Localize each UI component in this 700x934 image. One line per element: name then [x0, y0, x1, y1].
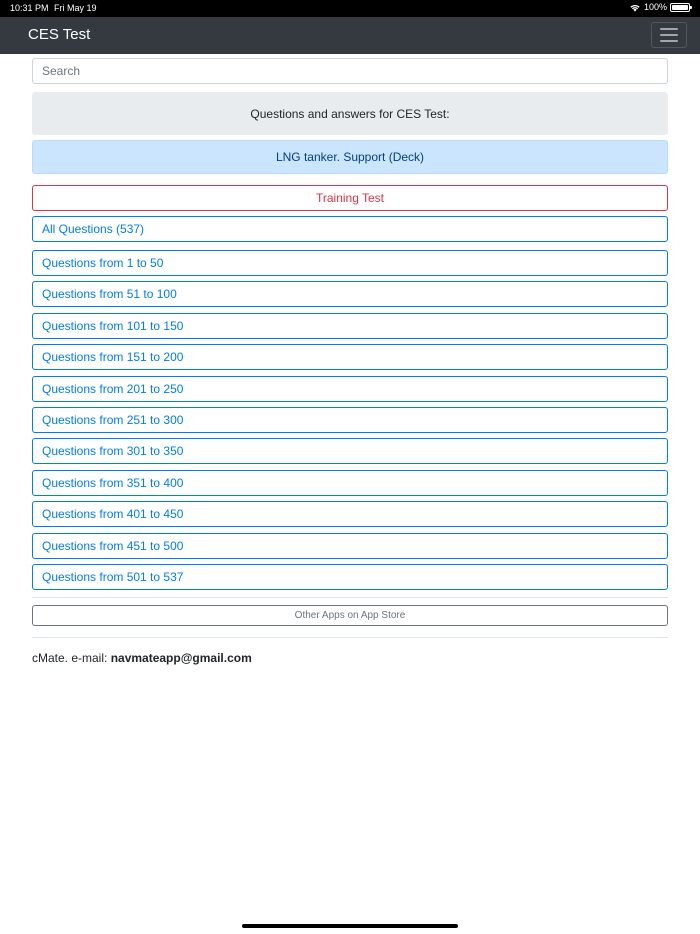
questions-heading: Questions and answers for CES Test: [32, 92, 668, 135]
all-questions-button[interactable]: All Questions (537) [32, 216, 668, 242]
question-range-button[interactable]: Questions from 251 to 300 [32, 407, 668, 433]
status-date: Fri May 19 [54, 3, 97, 13]
footer-text: cMate. e-mail: [32, 651, 111, 665]
question-range-button[interactable]: Questions from 501 to 537 [32, 564, 668, 590]
question-range-button[interactable]: Questions from 401 to 450 [32, 501, 668, 527]
status-bar [0, 0, 700, 17]
status-time: 10:31 PM [10, 3, 49, 13]
navbar-brand[interactable]: CES Test [28, 26, 91, 43]
question-range-button[interactable]: Questions from 101 to 150 [32, 313, 668, 339]
status-indicators [629, 2, 690, 12]
battery-icon [670, 3, 690, 12]
hamburger-menu-icon[interactable] [651, 22, 687, 48]
training-test-button[interactable]: Training Test [32, 185, 668, 211]
home-indicator [242, 924, 458, 928]
other-apps-button[interactable]: Other Apps on App Store [32, 605, 668, 626]
topic-banner: LNG tanker. Support (Deck) [32, 140, 668, 174]
question-range-button[interactable]: Questions from 151 to 200 [32, 344, 668, 370]
question-range-button[interactable]: Questions from 201 to 250 [32, 376, 668, 402]
divider [32, 597, 668, 598]
search-input[interactable] [32, 58, 668, 84]
question-range-button[interactable]: Questions from 451 to 500 [32, 533, 668, 559]
divider [32, 637, 668, 638]
footer [32, 651, 252, 665]
battery-percent: 100% [643, 2, 667, 12]
question-range-button[interactable]: Questions from 1 to 50 [32, 250, 668, 276]
question-range-button[interactable]: Questions from 301 to 350 [32, 438, 668, 464]
navbar [0, 17, 700, 54]
footer-email[interactable]: navmateapp@gmail.com [110, 651, 252, 665]
question-range-button[interactable]: Questions from 51 to 100 [32, 281, 668, 307]
wifi-icon [629, 3, 641, 12]
question-range-button[interactable]: Questions from 351 to 400 [32, 470, 668, 496]
